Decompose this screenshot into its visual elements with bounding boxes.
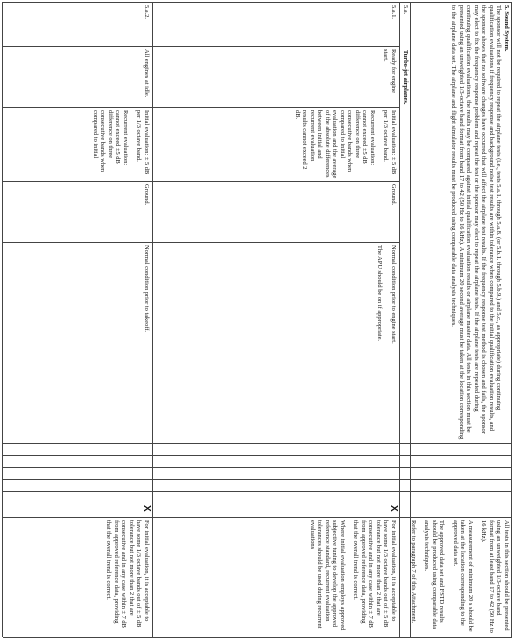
rule-notes [3,517,512,518]
header-note: All tests in this section should be presented using an unweighted 1/3-octave band format from at least band 17 to 42 (50 Hz to 16 kHz). [480,520,510,633]
section-header [412,5,510,440]
row-number: 5.a.2. [143,5,150,20]
note-paragraph: For initial evaluation, it is acceptable to have some 1/3 octave bands out of ± 5 dB tolerance but not more than 2 that are consecutive and in any case within ± 7 dB from approved reference data, providing that the overall trend is correct. [105,520,150,628]
header-notes [412,520,510,634]
applicability-mark: X [141,505,152,512]
tolerance-initial: Initial evaluation: ± 5 dB per 1/3 octave band. [382,110,397,175]
rule-col-test [3,107,400,108]
rule-col-number [3,46,400,47]
rule-row1-bottom [152,2,153,637]
note-paragraph: Where initial evaluation employs approved subjective tuning to develop the approved reference standard, recurrent evaluation tolerances should be used during recurrent evaluations [309,520,346,631]
tolerance-initial: Initial evaluation: ± 5 dB per 1/3 octave band. [135,110,150,175]
subsection-title: Turbo-jet airplanes. [402,50,409,105]
row-details [137,245,151,440]
rule-left [3,2,512,3]
row-number: 5.a.1. [390,5,397,20]
row-test: All engines at idle. [143,49,150,98]
row-notes [154,520,397,634]
row-condition: Ground. [390,184,397,206]
row-tolerance [5,110,150,179]
row-details [370,245,397,440]
row-tolerance [155,110,397,179]
rule-right [3,637,512,638]
section-title: 5. Sound System. [503,5,510,52]
rule-main-text [3,443,512,444]
header-note: A measurement of minimum 20 s should be taken at the location corresponding to the approved data set. [452,520,474,632]
note-paragraph: For initial evaluation, it is acceptable to have some 1/3 octave bands out of ± 5 dB tolerance but not more than 2 that are consecutive and in any case within ± 7 dB from approved reference data, providing that the overall trend is correct. [352,520,397,628]
rule-bottom [2,2,3,637]
detail-line: The APU should be on if appropriate. [376,245,384,342]
rule-chk-2 [3,467,512,468]
tolerance-recurrent: Recurrent evaluation: cannot exceed ±5 dB difference on three consecutive bands when compared to initial [92,110,129,173]
rule-col-condition [3,242,400,243]
detail-line: Normal condition prior to takeoff. [143,245,150,333]
row-test: Ready for engine start. [382,49,397,94]
rule-top [511,2,512,637]
applicability-mark: X [388,505,399,512]
rule-chk-4 [3,491,512,492]
header-note: The approved data set and FSTD results should be produced using comparable data analysis techniques. [423,520,446,630]
header-note: Refer to paragraph 7 of this Attachment. [410,520,417,624]
section-body: The sponsor will not be required to repeat the airplane tests (i.e., tests 5.a.1. through 5.a.8. (or 5.b.1. through 5.b.9.) and 5.c., as appropriate) during continuing qualification evaluations if frequency response and background noise test results are within tolerance when compared to the initial qualification evaluation results, and the sponsor shows that no software changes have occurred that will affect the airplane test results. If the frequency response test method is chosen and fails, the sponsor may elect to fix the frequency response problem and repeat the test or the sponsor may elect to repeat the airplane tests. If the airplane tests are repeated during continuing qualification evaluations, the results may be compared against initial qualification evaluation results or airplane master data. All tests in this section must be presented using an unweighted 1/3-octave band format from band 17 to 42 (50 Hz to 16 kHz). A minimum 20 second average must be taken at the location corresponding to the airplane data set. The airplane and flight simulator results must be produced using comparable data analysis techniques. [450,5,503,440]
detail-line: Normal condition prior to engine start. [390,245,397,344]
rule-col-tolerance [3,181,400,182]
rule-chk-3 [3,479,512,480]
row-condition: Ground. [143,184,150,206]
rule-chk-1 [3,455,512,456]
subsection-number: 5.a. [402,5,409,15]
row-notes [5,520,150,634]
tolerance-recurrent: Recurrent evaluation: cannot exceed ±5 dB difference on three consecutive bands when compared to initial evaluation and the average of the absolute differences between initial and recurrent evaluation results cannot exceed 2 dB. [294,110,376,179]
